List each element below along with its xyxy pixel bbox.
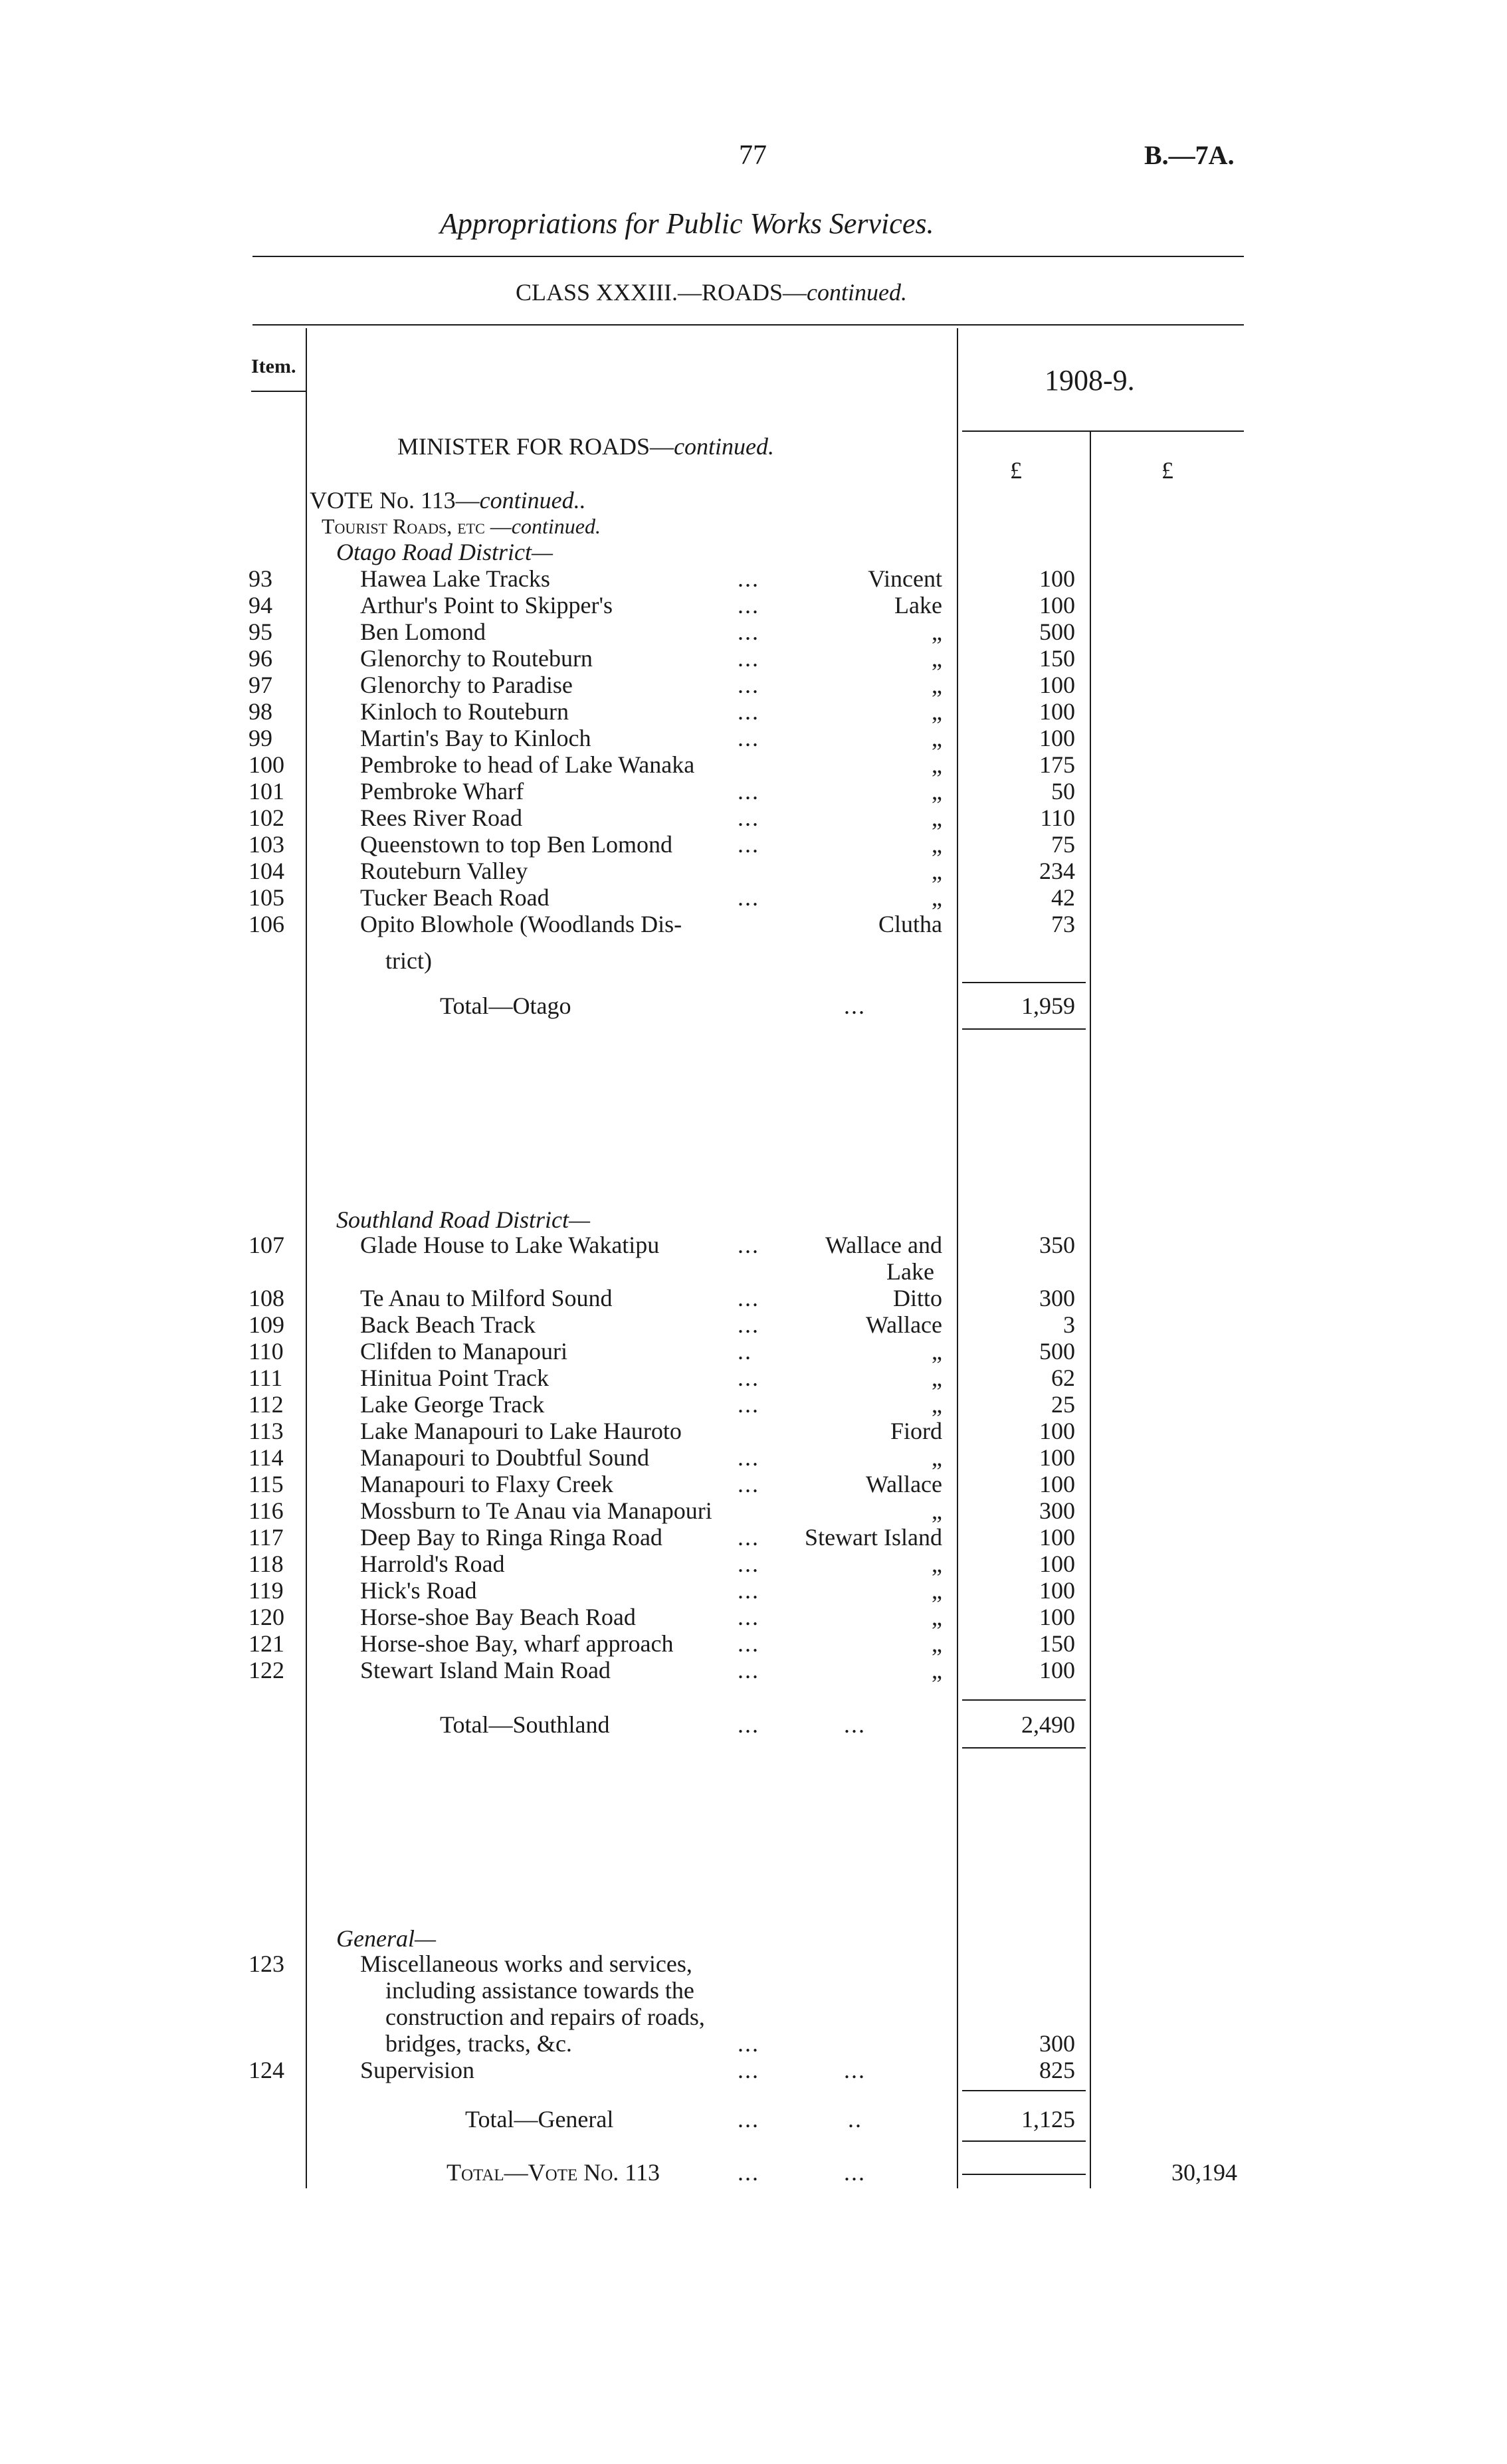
leader-dots: ...	[738, 672, 759, 698]
otago-total-dots: ...	[844, 993, 866, 1019]
item-number: 123	[249, 1950, 284, 1977]
general-total-dots-1: ...	[738, 2106, 759, 2132]
item-number: 107	[249, 1232, 284, 1258]
item-column-header: Item.	[251, 355, 296, 377]
misc-amount: 300	[1039, 2030, 1075, 2057]
amount-value: 100	[1039, 1444, 1075, 1471]
amount-value: 100	[1039, 1604, 1075, 1630]
item-number: 106	[249, 911, 284, 937]
southland-total-dots-1: ...	[738, 1711, 759, 1738]
currency-symbol-1: £	[1010, 457, 1022, 484]
road-district: „	[932, 1365, 942, 1391]
ministry-heading	[397, 433, 774, 460]
road-district: Ditto	[892, 1285, 942, 1311]
general-total-label: Total—General	[465, 2106, 614, 2132]
general-total-amount: 1,125	[1021, 2106, 1075, 2132]
road-district: Fiord	[890, 1418, 942, 1444]
item-number: 108	[249, 1285, 284, 1311]
road-district: Vincent	[868, 565, 942, 592]
road-district: Stewart Island	[805, 1524, 942, 1551]
southland-total-rule	[962, 1699, 1086, 1701]
leader-dots: ...	[738, 725, 759, 751]
supervision-label: Supervision	[360, 2057, 475, 2083]
road-name: Tucker Beach Road	[360, 884, 550, 911]
road-name: Hick's Road	[360, 1577, 477, 1604]
leader-dots: ...	[738, 1630, 759, 1657]
otago-continuation: trict)	[385, 947, 432, 974]
amount-value: 234	[1039, 858, 1075, 884]
document-reference: B.—7A.	[1144, 140, 1235, 170]
general-total-rule	[962, 2090, 1086, 2091]
road-district: „	[932, 1604, 942, 1630]
road-name: Hawea Lake Tracks	[360, 565, 550, 592]
road-district: „	[932, 1630, 942, 1657]
amount-value: 73	[1051, 911, 1075, 937]
general-total-underline	[962, 2140, 1086, 2142]
item-number: 115	[249, 1471, 284, 1497]
amount-value: 100	[1039, 592, 1075, 618]
tourist-roads-heading	[322, 513, 601, 539]
item-number: 101	[249, 778, 284, 805]
road-district: „	[932, 1657, 942, 1683]
amount-value: 25	[1051, 1391, 1075, 1418]
item-column-rule	[306, 328, 307, 2188]
leader-dots: ...	[738, 1524, 759, 1551]
amount-value: 100	[1039, 1657, 1075, 1683]
item-number: 103	[249, 831, 284, 858]
year-header: 1908-9.	[1045, 364, 1135, 397]
tourist-roads-continued: continued.	[511, 514, 601, 538]
leader-dots: ...	[738, 1551, 759, 1577]
amount-value: 100	[1039, 1418, 1075, 1444]
road-name: Manapouri to Doubtful Sound	[360, 1444, 649, 1471]
southland-district-continuation: Lake	[886, 1258, 934, 1285]
item-number: 124	[249, 2057, 284, 2083]
amount-value: 100	[1039, 698, 1075, 725]
amount-value: 100	[1039, 1471, 1075, 1497]
road-name: Glenorchy to Paradise	[360, 672, 573, 698]
item-number: 120	[249, 1604, 284, 1630]
southland-total-dots-2: ...	[844, 1711, 866, 1738]
amount-value: 175	[1039, 751, 1075, 778]
road-name: Queenstown to top Ben Lomond	[360, 831, 672, 858]
class-heading	[516, 279, 907, 306]
otago-section-heading: Otago Road District—	[336, 539, 553, 565]
road-district: Clutha	[878, 911, 942, 937]
road-district: „	[932, 831, 942, 858]
item-number: 114	[249, 1444, 284, 1471]
road-name: Mossburn to Te Anau via Manapouri	[360, 1497, 712, 1524]
amount-value: 500	[1039, 618, 1075, 645]
southland-total-amount: 2,490	[1021, 1711, 1075, 1738]
amount-value: 3	[1063, 1311, 1075, 1338]
class-heading-text: CLASS XXXIII.—ROADS—	[516, 279, 807, 306]
amount-column-rule-left	[957, 328, 958, 2188]
road-district: „	[932, 1497, 942, 1524]
road-name: Opito Blowhole (Woodlands Dis-	[360, 911, 682, 937]
road-district: „	[932, 778, 942, 805]
amount-value: 75	[1051, 831, 1075, 858]
road-name: Manapouri to Flaxy Creek	[360, 1471, 613, 1497]
ministry-heading-continued: continued.	[674, 433, 775, 460]
general-total-dots-2: ..	[848, 2106, 862, 2132]
road-name: Kinloch to Routeburn	[360, 698, 569, 725]
road-district: „	[932, 725, 942, 751]
item-number: 121	[249, 1630, 284, 1657]
road-name: Lake Manapouri to Lake Hauroto	[360, 1418, 682, 1444]
item-number: 116	[249, 1497, 284, 1524]
road-district: „	[932, 1551, 942, 1577]
item-number: 105	[249, 884, 284, 911]
otago-total-label: Total—Otago	[440, 993, 571, 1019]
amount-value: 350	[1039, 1232, 1075, 1258]
southland-section-heading: Southland Road District—	[336, 1206, 591, 1233]
road-district: „	[932, 645, 942, 672]
item-number: 94	[249, 592, 272, 618]
amount-value: 500	[1039, 1338, 1075, 1365]
leader-dots: ...	[738, 1604, 759, 1630]
road-name: Ben Lomond	[360, 618, 486, 645]
ministry-heading-text: MINISTER FOR ROADS—	[397, 433, 674, 460]
amount-value: 150	[1039, 1630, 1075, 1657]
amount-value: 300	[1039, 1285, 1075, 1311]
leader-dots: ...	[738, 1391, 759, 1418]
road-name: Deep Bay to Ringa Ringa Road	[360, 1524, 662, 1551]
leader-dots: ...	[738, 565, 759, 592]
road-name: Harrold's Road	[360, 1551, 505, 1577]
supervision-amount: 825	[1039, 2057, 1075, 2083]
amount-value: 100	[1039, 672, 1075, 698]
currency-symbol-2: £	[1161, 457, 1173, 484]
road-name: Martin's Bay to Kinloch	[360, 725, 591, 751]
road-name: Glade House to Lake Wakatipu	[360, 1232, 660, 1258]
leader-dots: ...	[738, 831, 759, 858]
item-header-rule	[251, 391, 306, 392]
amount-value: 300	[1039, 1497, 1075, 1524]
misc-line-3: construction and repairs of roads,	[385, 2004, 705, 2030]
item-number: 113	[249, 1418, 284, 1444]
road-district: „	[932, 884, 942, 911]
vote-total-dots-1: ...	[738, 2159, 759, 2186]
supervision-dots-2: ...	[844, 2057, 866, 2083]
title-rule	[252, 256, 1244, 257]
leader-dots: ...	[738, 1444, 759, 1471]
vote-heading	[310, 487, 586, 514]
page-title: Appropriations for Public Works Services.	[440, 207, 934, 240]
road-district: „	[932, 1577, 942, 1604]
road-name: Horse-shoe Bay, wharf approach	[360, 1630, 674, 1657]
leader-dots: ...	[738, 884, 759, 911]
amount-value: 42	[1051, 884, 1075, 911]
misc-dots: ...	[738, 2030, 759, 2057]
vote-total-amount: 30,194	[1171, 2159, 1237, 2186]
amount-value: 100	[1039, 1551, 1075, 1577]
leader-dots: ...	[738, 592, 759, 618]
vote-total-label: Total—Vote No. 113	[447, 2159, 660, 2186]
vote-total-dots-2: ...	[844, 2159, 866, 2186]
leader-dots: ...	[738, 698, 759, 725]
item-number: 100	[249, 751, 284, 778]
road-name: Back Beach Track	[360, 1311, 536, 1338]
item-number: 99	[249, 725, 272, 751]
leader-dots: ...	[738, 1285, 759, 1311]
vote-heading-continued: continued..	[479, 487, 586, 514]
supervision-dots-1: ...	[738, 2057, 759, 2083]
amount-value: 100	[1039, 565, 1075, 592]
road-district: „	[932, 751, 942, 778]
road-district: Wallace and	[825, 1232, 942, 1258]
item-number: 112	[249, 1391, 284, 1418]
road-name: Stewart Island Main Road	[360, 1657, 611, 1683]
road-district: Wallace	[865, 1471, 942, 1497]
item-number: 98	[249, 698, 272, 725]
class-heading-continued: continued.	[807, 279, 907, 306]
leader-dots: ...	[738, 618, 759, 645]
amount-value: 110	[1040, 805, 1075, 831]
item-number: 117	[249, 1524, 284, 1551]
road-district: Lake	[894, 592, 942, 618]
leader-dots: ...	[738, 1471, 759, 1497]
road-name: Pembroke Wharf	[360, 778, 524, 805]
road-name: Routeburn Valley	[360, 858, 528, 884]
leader-dots: ...	[738, 1577, 759, 1604]
item-number: 104	[249, 858, 284, 884]
road-name: Pembroke to head of Lake Wanaka	[360, 751, 695, 778]
item-number: 111	[249, 1365, 283, 1391]
road-district: „	[932, 805, 942, 831]
leader-dots: ...	[738, 1311, 759, 1338]
vote-heading-text: VOTE No. 113—	[310, 487, 480, 514]
item-number: 118	[249, 1551, 284, 1577]
misc-line-4: bridges, tracks, &c.	[385, 2030, 572, 2057]
item-number: 110	[249, 1338, 284, 1365]
road-district: „	[932, 1444, 942, 1471]
amount-column-rule-right	[1090, 430, 1091, 2188]
vote-total-rule	[962, 2174, 1086, 2175]
road-district: „	[932, 698, 942, 725]
leader-dots: ...	[738, 1232, 759, 1258]
item-number: 119	[249, 1577, 284, 1604]
class-rule	[252, 324, 1244, 326]
general-section-heading: General—	[336, 1925, 436, 1952]
road-name: Clifden to Manapouri	[360, 1338, 567, 1365]
item-number: 109	[249, 1311, 284, 1338]
misc-line-1: Miscellaneous works and services,	[360, 1950, 692, 1977]
road-name: Lake George Track	[360, 1391, 545, 1418]
amount-value: 100	[1039, 1577, 1075, 1604]
amount-value: 100	[1039, 1524, 1075, 1551]
amount-value: 50	[1051, 778, 1075, 805]
leader-dots: ...	[738, 805, 759, 831]
road-district: „	[932, 618, 942, 645]
leader-dots: ...	[738, 1365, 759, 1391]
road-district: „	[932, 672, 942, 698]
leader-dots: ...	[738, 645, 759, 672]
road-district: „	[932, 1338, 942, 1365]
item-number: 93	[249, 565, 272, 592]
road-name: Hinitua Point Track	[360, 1365, 550, 1391]
otago-total-amount: 1,959	[1021, 993, 1075, 1019]
item-number: 95	[249, 618, 272, 645]
road-name: Horse-shoe Bay Beach Road	[360, 1604, 636, 1630]
year-header-rule	[962, 430, 1244, 432]
road-name: Arthur's Point to Skipper's	[360, 592, 613, 618]
amount-value: 150	[1039, 645, 1075, 672]
leader-dots: ..	[738, 1338, 752, 1365]
item-number: 97	[249, 672, 272, 698]
amount-value: 62	[1051, 1365, 1075, 1391]
southland-total-underline	[962, 1747, 1086, 1749]
tourist-roads-text: Tourist Roads, etc —	[322, 514, 512, 538]
otago-total-underline	[962, 1028, 1086, 1030]
road-district: „	[932, 1391, 942, 1418]
road-district: Wallace	[865, 1311, 942, 1338]
amount-value: 100	[1039, 725, 1075, 751]
road-district: „	[932, 858, 942, 884]
page-number: 77	[739, 140, 767, 171]
southland-total-label: Total—Southland	[440, 1711, 610, 1738]
leader-dots: ...	[738, 1657, 759, 1683]
road-name: Te Anau to Milford Sound	[360, 1285, 613, 1311]
road-name: Glenorchy to Routeburn	[360, 645, 593, 672]
item-number: 96	[249, 645, 272, 672]
leader-dots: ...	[738, 778, 759, 805]
road-name: Rees River Road	[360, 805, 522, 831]
misc-line-2: including assistance towards the	[385, 1977, 694, 2004]
item-number: 102	[249, 805, 284, 831]
item-number: 122	[249, 1657, 284, 1683]
otago-total-rule	[962, 982, 1086, 983]
